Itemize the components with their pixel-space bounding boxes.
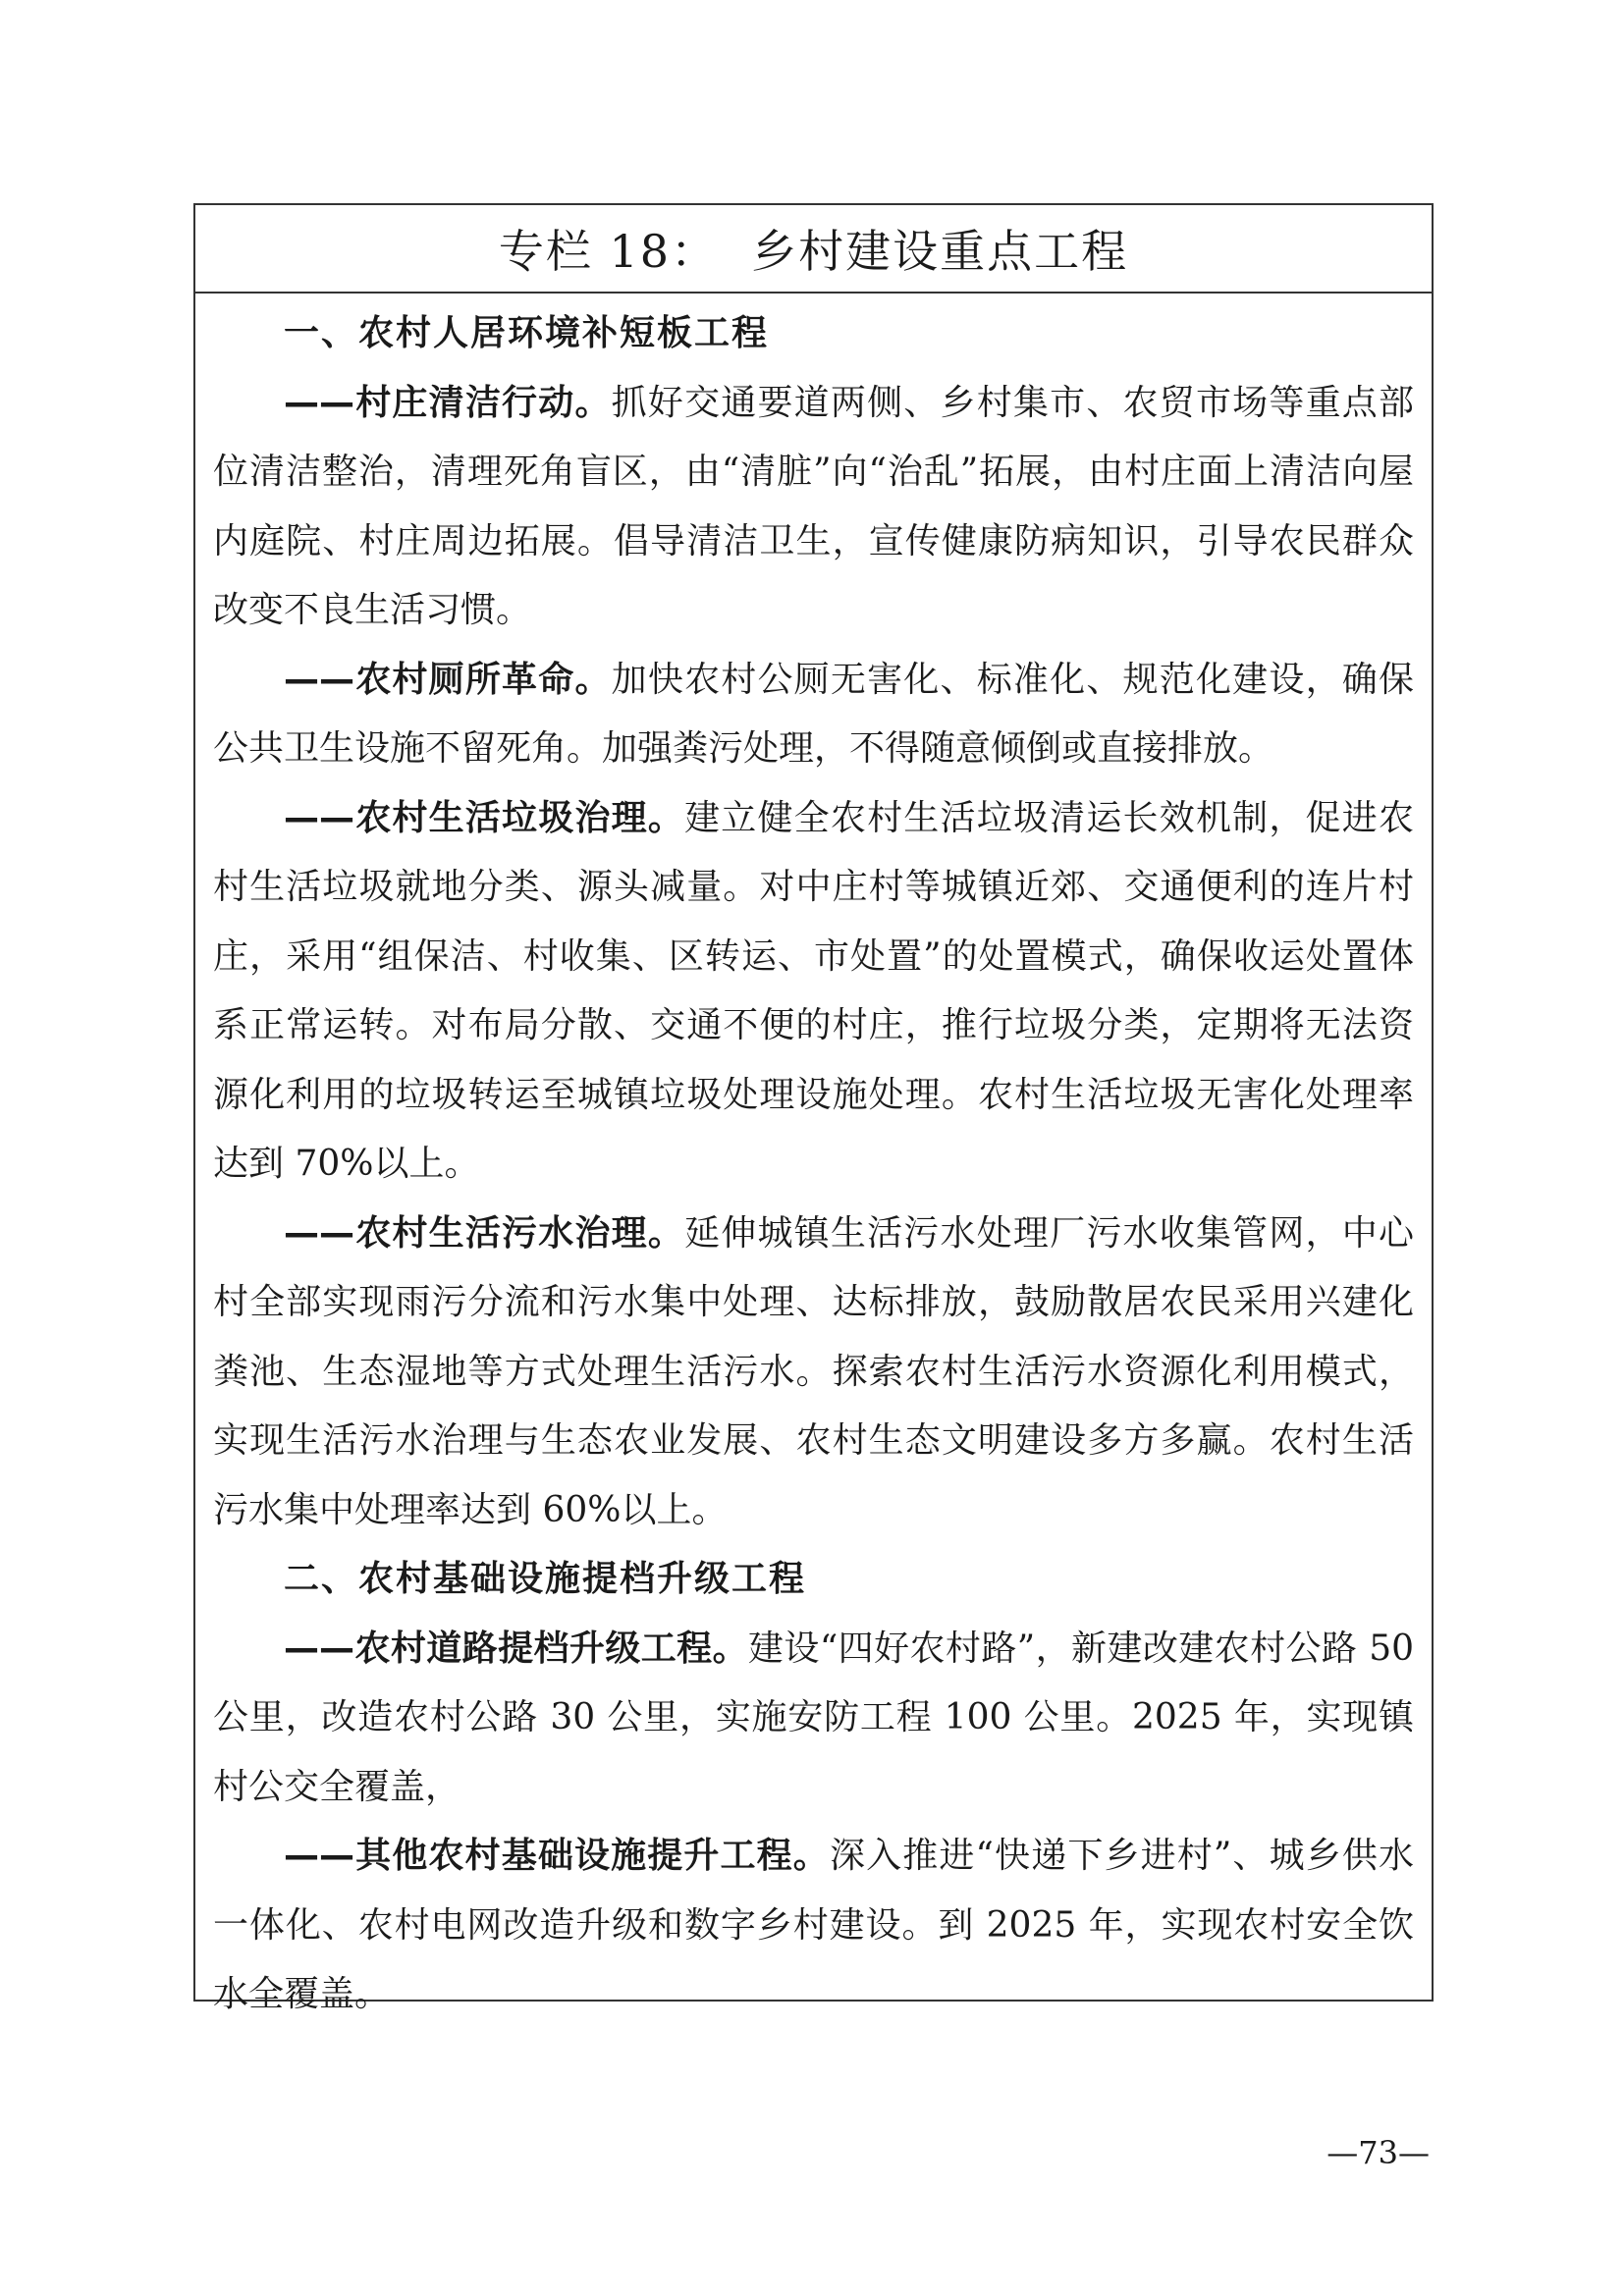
paragraph-lead: ——农村厕所革命。 <box>284 659 612 700</box>
column-title-prefix: 专栏 18： <box>498 225 719 278</box>
column-title <box>195 205 1432 294</box>
section-heading-2: 二、农村基础设施提档升级工程 <box>284 1559 807 1599</box>
paragraph-sewage-treatment <box>213 1200 1414 1546</box>
paragraph-text: 深入推进“快递下乡进村”、城乡供水一体化、农村电网改造升级和数字乡村建设。到 2025 年，实现农村安全饮水全覆盖。 <box>213 1836 1414 2014</box>
paragraph-road-upgrade <box>213 1615 1414 1823</box>
paragraph-lead: ——村庄清洁行动。 <box>284 382 612 423</box>
section-heading-1: 一、农村人居环境补短板工程 <box>284 313 770 353</box>
column-title-main: 乡村建设重点工程 <box>751 225 1129 278</box>
paragraph-lead: ——其他农村基础设施提升工程。 <box>284 1836 830 1876</box>
paragraph-text: 建立健全农村生活垃圾清运长效机制，促进农村生活垃圾就地分类、源头减量。对中庄村等城镇近郊、交通便利的连片村庄，采用“组保洁、村收集、区转运、市处置”的处置模式，确保收运处置体系正常运转。对布局分散、交通不便的村庄，推行垃圾分类，定期将无法资源化利用的垃圾转运至城镇垃圾处理设施处理。农村生活垃圾无害化处理率达到 70%以上。 <box>213 797 1414 1184</box>
column-body <box>195 294 1432 2030</box>
paragraph-other-infrastructure <box>213 1822 1414 2030</box>
paragraph-text: 加快农村公厕无害化、标准化、规范化建设，确保公共卫生设施不留死角。加强粪污处理，不得随意倾倒或直接排放。 <box>213 659 1414 769</box>
paragraph-lead: ——农村生活垃圾治理。 <box>284 797 685 838</box>
paragraph-garbage-treatment <box>213 784 1414 1200</box>
paragraph-toilet-revolution <box>213 646 1414 784</box>
paragraph-text: 建设“四好农村路”，新建改建农村公路 50 公里，改造农村公路 30 公里，实施安防工程 100 公里。2025 年，实现镇村公交全覆盖， <box>213 1628 1414 1807</box>
paragraph-lead: ——农村生活污水治理。 <box>284 1212 685 1254</box>
paragraph-village-cleaning <box>213 369 1414 646</box>
column-box <box>193 203 1434 2014</box>
paragraph-text: 抓好交通要道两侧、乡村集市、农贸市场等重点部位清洁整治，清理死角盲区，由“清脏”向“治乱”拓展，由村庄面上清洁向屋内庭院、村庄周边拓展。倡导清洁卫生，宣传健康防病知识，引导农民群众改变不良生活习惯。 <box>213 382 1414 630</box>
paragraph-text: 延伸城镇生活污水处理厂污水收集管网，中心村全部实现雨污分流和污水集中处理、达标排放，鼓励散居农民采用兴建化粪池、生态湿地等方式处理生活污水。探索农村生活污水资源化利用模式，实现生活污水治理与生态农业发展、农村生态文明建设多方多赢。农村生活污水集中处理率达到 60%以上。 <box>213 1212 1414 1530</box>
page-number: —73— <box>1326 2134 1430 2171</box>
paragraph-lead: ——农村道路提档升级工程。 <box>284 1628 749 1669</box>
